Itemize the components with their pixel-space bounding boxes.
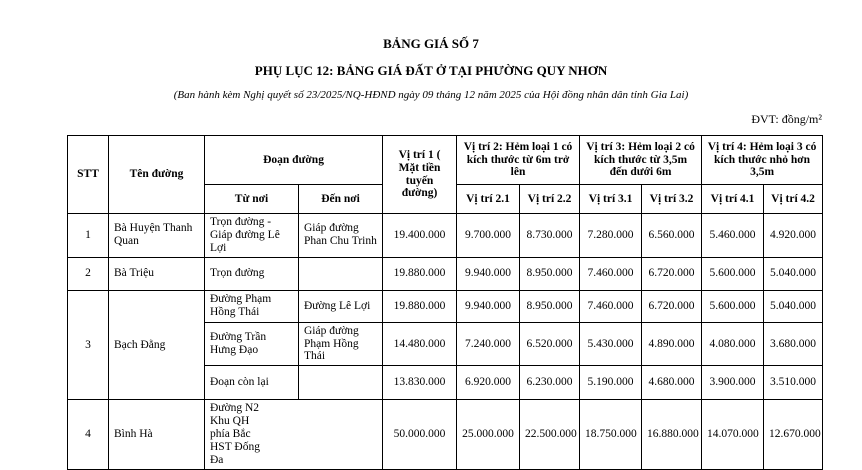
cell-v31: 7.460.000 — [580, 290, 642, 322]
cell-v21: 9.940.000 — [457, 257, 520, 290]
cell-street: Bình Hà — [109, 400, 205, 469]
cell-v42: 5.040.000 — [764, 257, 823, 290]
issuance-note: (Ban hành kèm Nghị quyết số 23/2025/NQ-HĐND ngày 09 tháng 12 năm 2025 của Hội đồng nhân dân tỉnh Gia Lai) — [173, 89, 689, 101]
table-row — [68, 400, 823, 469]
cell-street: Bà Triệu — [109, 257, 205, 290]
cell-v22: 8.950.000 — [520, 257, 580, 290]
col-p32: Vị trí 3.2 — [642, 185, 702, 214]
cell-v31: 5.430.000 — [580, 322, 642, 366]
cell-v32: 4.680.000 — [642, 366, 702, 400]
cell-v21: 6.920.000 — [457, 366, 520, 400]
cell-v31: 18.750.000 — [580, 400, 642, 469]
cell-v41: 4.080.000 — [702, 322, 764, 366]
col-stt: STT — [68, 136, 109, 214]
cell-v41: 14.070.000 — [702, 400, 764, 469]
cell-v22: 22.500.000 — [520, 400, 580, 469]
cell-v32: 6.720.000 — [642, 290, 702, 322]
col-p21: Vị trí 2.1 — [457, 185, 520, 214]
cell-v41: 5.460.000 — [702, 214, 764, 258]
cell-to — [299, 366, 383, 400]
col-pos4: Vị trí 4: Hẻm loại 3 có kích thước nhỏ hơn 3,5m — [702, 136, 823, 185]
cell-v21: 9.700.000 — [457, 214, 520, 258]
document-subtitle: PHỤ LỤC 12: BẢNG GIÁ ĐẤT Ở TẠI PHƯỜNG QUY NHƠN — [254, 63, 608, 78]
cell-v21: 9.940.000 — [457, 290, 520, 322]
table-header-row — [68, 136, 823, 185]
cell-v22: 6.520.000 — [520, 322, 580, 366]
cell-to: Giáp đường Phạm Hồng Thái — [299, 322, 383, 366]
cell-v31: 7.460.000 — [580, 257, 642, 290]
cell-v22: 8.950.000 — [520, 290, 580, 322]
price-table — [67, 135, 823, 470]
col-p42: Vị trí 4.2 — [764, 185, 823, 214]
cell-v41: 3.900.000 — [702, 366, 764, 400]
cell-v42: 3.680.000 — [764, 322, 823, 366]
cell-v21: 25.000.000 — [457, 400, 520, 469]
cell-v41: 5.600.000 — [702, 257, 764, 290]
cell-stt: 2 — [68, 257, 109, 290]
col-from: Từ nơi — [205, 185, 299, 214]
cell-v31: 7.280.000 — [580, 214, 642, 258]
cell-to — [299, 257, 383, 290]
cell-v32: 4.890.000 — [642, 322, 702, 366]
cell-to: Giáp đường Phan Chu Trinh — [299, 214, 383, 258]
cell-from: Trọn đường — [205, 257, 299, 290]
col-to: Đến nơi — [299, 185, 383, 214]
col-p31: Vị trí 3.1 — [580, 185, 642, 214]
cell-v42: 4.920.000 — [764, 214, 823, 258]
col-street: Tên đường — [109, 136, 205, 214]
table-row — [68, 290, 823, 322]
cell-stt: 1 — [68, 214, 109, 258]
cell-v31: 5.190.000 — [580, 366, 642, 400]
cell-v42: 5.040.000 — [764, 290, 823, 322]
col-p22: Vị trí 2.2 — [520, 185, 580, 214]
cell-street: Bạch Đằng — [109, 290, 205, 400]
cell-v32: 6.720.000 — [642, 257, 702, 290]
col-pos2: Vị trí 2: Hẻm loại 1 có kích thước từ 6m trở lên — [457, 136, 580, 185]
table-row — [68, 257, 823, 290]
document-title: BẢNG GIÁ SỐ 7 — [383, 36, 479, 51]
cell-v42: 3.510.000 — [764, 366, 823, 400]
cell-to: Đường Lê Lợi — [299, 290, 383, 322]
cell-v1: 13.830.000 — [383, 366, 457, 400]
cell-v22: 6.230.000 — [520, 366, 580, 400]
cell-v22: 8.730.000 — [520, 214, 580, 258]
col-segment: Đoạn đường — [205, 136, 383, 185]
cell-from: Đường Phạm Hồng Thái — [205, 290, 299, 322]
cell-stt: 3 — [68, 290, 109, 400]
cell-street: Bà Huyện Thanh Quan — [109, 214, 205, 258]
table-row — [68, 214, 823, 258]
cell-from: Đường N2 Khu QH phía Bắc HST Đống Đa — [205, 400, 383, 469]
cell-v32: 16.880.000 — [642, 400, 702, 469]
cell-v1: 50.000.000 — [383, 400, 457, 469]
unit-label: ĐVT: đồng/m² — [751, 112, 822, 126]
cell-v32: 6.560.000 — [642, 214, 702, 258]
col-pos3: Vị trí 3: Hẻm loại 2 có kích thước từ 3,5m đến dưới 6m — [580, 136, 702, 185]
cell-v21: 7.240.000 — [457, 322, 520, 366]
cell-v1: 19.880.000 — [383, 290, 457, 322]
cell-v1: 19.400.000 — [383, 214, 457, 258]
col-pos1: Vị trí 1 ( Mặt tiền tuyến đường) — [383, 136, 457, 214]
cell-from: Trọn đường - Giáp đường Lê Lợi — [205, 214, 299, 258]
cell-v41: 5.600.000 — [702, 290, 764, 322]
cell-v42: 12.670.000 — [764, 400, 823, 469]
cell-v1: 14.480.000 — [383, 322, 457, 366]
cell-v1: 19.880.000 — [383, 257, 457, 290]
col-p41: Vị trí 4.1 — [702, 185, 764, 214]
cell-from: Đoạn còn lại — [205, 366, 299, 400]
cell-stt: 4 — [68, 400, 109, 469]
cell-from: Đường Trần Hưng Đạo — [205, 322, 299, 366]
